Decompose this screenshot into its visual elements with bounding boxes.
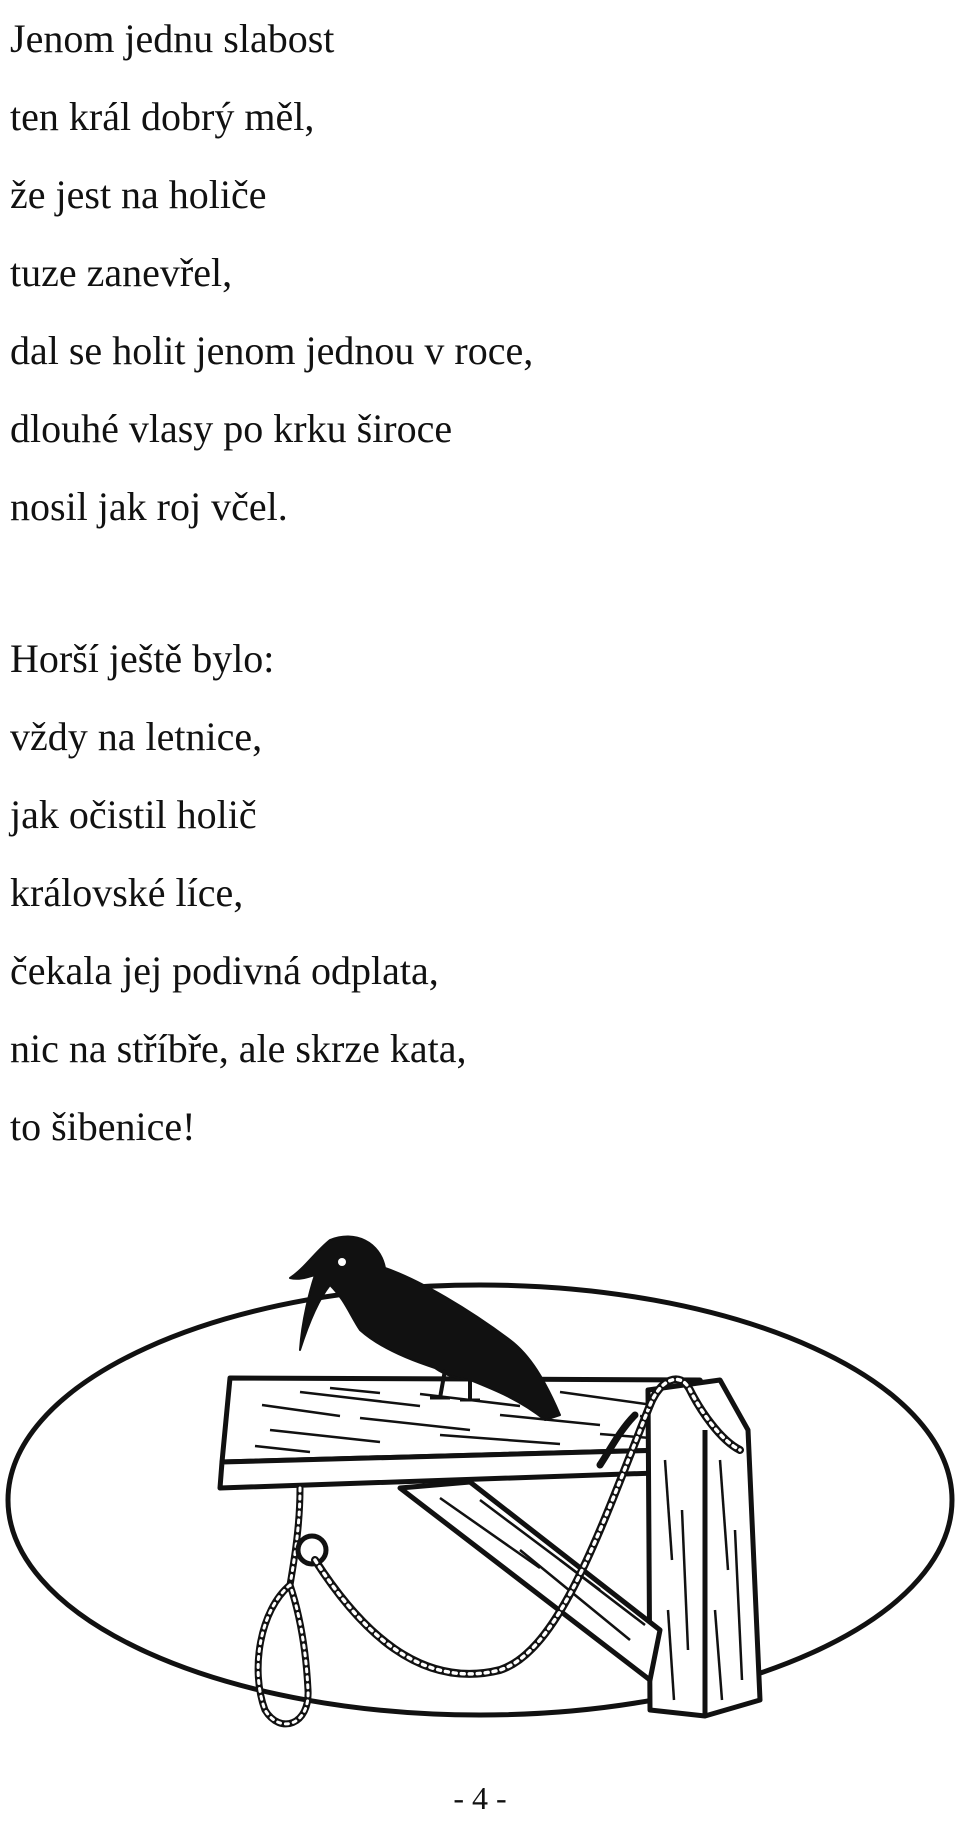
verse-line: že jest na holiče	[10, 172, 267, 217]
verse-line: ten král dobrý měl,	[10, 94, 315, 139]
gallows-post	[648, 1380, 760, 1716]
verse-line: to šibenice!	[10, 1104, 196, 1149]
verse-line: čekala jej podivná odplata,	[10, 948, 439, 993]
gallows-with-raven-icon	[0, 1230, 960, 1750]
verse-line: nic na stříbře, ale skrze kata,	[10, 1026, 467, 1071]
verse-line: jak očistil holič	[10, 792, 257, 837]
verse-line: Jenom jednu slabost	[10, 16, 335, 61]
verse-line: královské líce,	[10, 870, 244, 915]
verse-line: dlouhé vlasy po krku široce	[10, 406, 453, 451]
verse-line: vždy na letnice,	[10, 714, 263, 759]
verse-line: Horší ještě bylo:	[10, 636, 275, 681]
verse-line: tuze zanevřel,	[10, 250, 233, 295]
verse-line: dal se holit jenom jednou v roce,	[10, 328, 534, 373]
stanza-2	[10, 620, 466, 1166]
verse-line: nosil jak roj včel.	[10, 484, 288, 529]
stanza-1	[10, 0, 533, 546]
page-number: - 4 -	[453, 1780, 507, 1816]
